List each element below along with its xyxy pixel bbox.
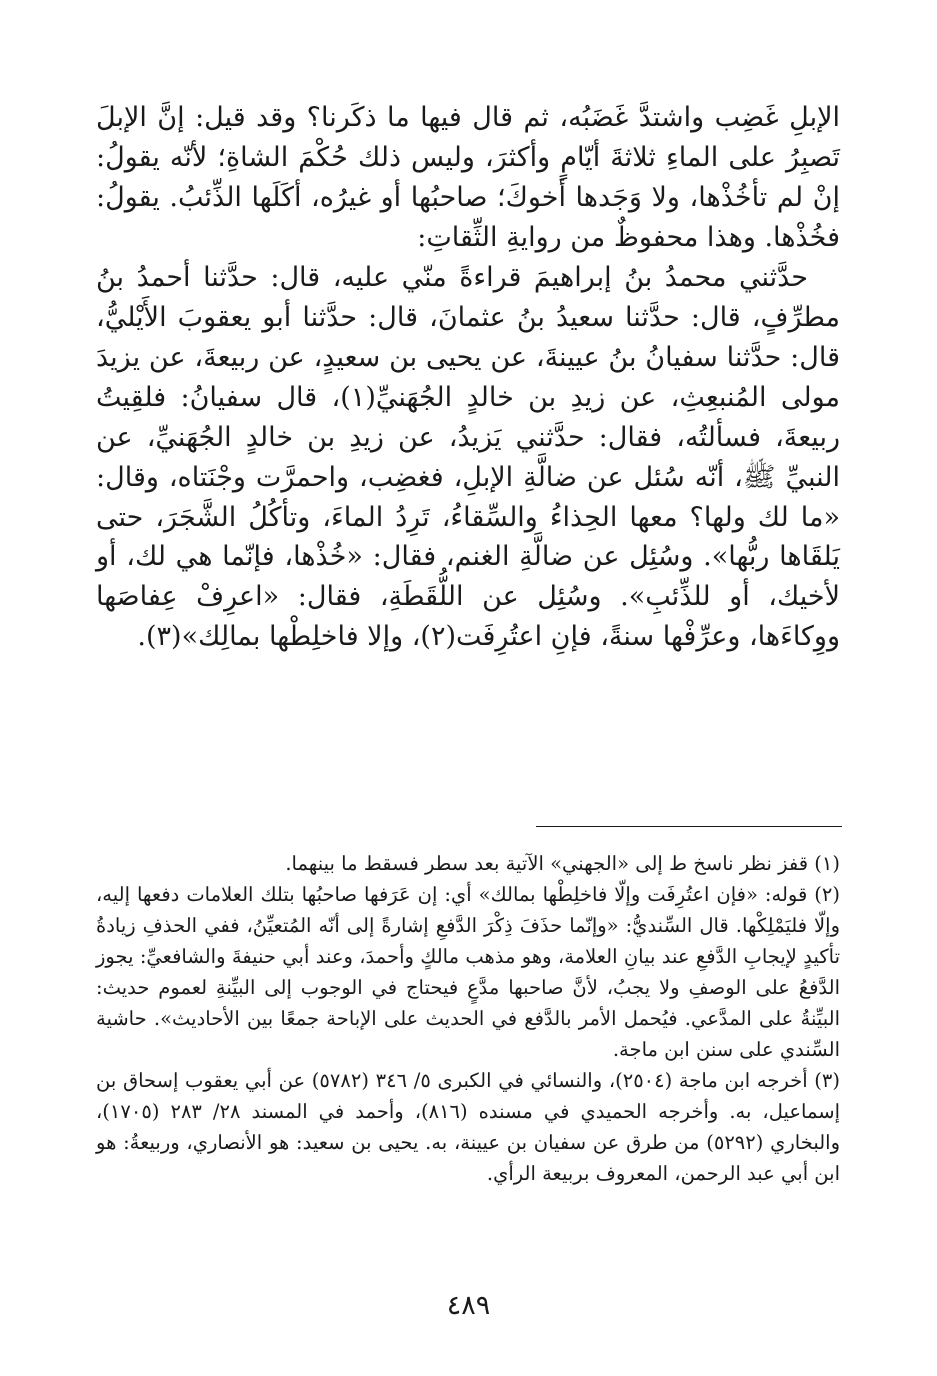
footnotes-block [96,848,840,1189]
footnote-separator [536,826,842,827]
footnote-2 [96,879,840,1065]
footnote-number: (١) [814,852,840,875]
footnote-number: (٣) [814,1069,840,1092]
footnote-number: (٢) [814,883,840,906]
main-text-block [96,98,840,657]
footnote-text: أخرجه ابن ماجة (٢٥٠٤)، والنسائي في الكبرى ٥/ ٣٤٦ (٥٧٨٢) عن أبي يعقوب إسحاق بن إسماعيل، به. وأخرجه الحميدي في مسنده (٨١٦)، وأحمد في المسند ٢٨/ ٢٨٣ (١٧٠٥)، والبخاري (٥٢٩٢) من طرق عن سفيان بن عيينة، به. يحيى بن سعيد: هو الأنصاري، وربيعةُ: هو ابن أبي عبد الرحمن، المعروف بربيعة الرأي. [96,1069,840,1185]
footnote-text: قفز نظر ناسخ ط إلى «الجهني» الآتية بعد سطر فسقط ما بينهما. [285,852,809,875]
page-number: ٤٨٩ [446,1290,491,1321]
footnote-3 [96,1065,840,1189]
paragraph-1: الإبلِ غَضِب واشتدَّ غَضَبُه، ثم قال فيها ما ذكَرنا؟ وقد قيل: إنَّ الإبلَ تَصبِرُ على الماءِ ثلاثةَ أيّامٍ وأكثرَ، وليس ذلك حُكْمَ الشاةِ؛ لأنّه يقولُ: إنْ لم تأخُذْها، ولا وَجَدها أخوكَ؛ صاحبُها أو غيرُه، أكَلَها الذِّئبُ. يقولُ: فخُذْها. وهذا محفوظٌ من روايةِ الثِّقاتِ: [96,102,840,253]
paragraph-2: حدَّثني محمدُ بنُ إبراهيمَ قراءةً منّي عليه، قال: حدَّثنا أحمدُ بنُ مطرِّفٍ، قال: حدَّثنا سعيدُ بنُ عثمانَ، قال: حدَّثنا أبو يعقوبَ الأَيْليُّ، قال: حدَّثنا سفيانُ بنُ عيينةَ، عن يحيى بن سعيدٍ، عن ربيعةَ، عن يزيدَ مولى المُنبعِثِ، عن زيدِ بن خالدٍ الجُهَنيِّ(١)، قال سفيانُ: فلقِيتُ ربيعةَ، فسألتُه، فقال: حدَّثني يَزيدُ، عن زيدِ بن خالدٍ الجُهَنيِّ، عن النبيِّ ﷺ، أنّه سُئل عن ضالَّةِ الإبلِ، فغضِب، واحمرَّت وجْنَتاه، وقال: «ما لك ولها؟ معها الحِذاءُ والسِّقاءُ، تَرِدُ الماءَ، وتأكُلُ الشَّجَرَ، حتى يَلقَاها ربُّها». وسُئِل عن ضالَّةِ الغنم، فقال: «خُذْها، فإنّما هي لك، أو لأخيك، أو للذِّئبِ». وسُئِل عن اللُّقَطَةِ، فقال: «اعرِفْ عِفاصَها ووِكاءَها، وعرِّفْها سنةً، فإنِ اعتُرِفَت(٢)، وإلا فاخلِطْها بمالِك»(٣). [96,261,840,653]
footnote-1 [96,848,840,879]
footnote-text: قوله: «فإن اعتُرِفَت وإلّا فاخلِطْها بمالك» أي: إن عَرَفها صاحبُها بتلك العلامات دفعها إليه، وإلّا فليَمْلِكْها. قال السِّنديُّ: «وإنّما حذَفَ ذِكْرَ الدَّفعِ إشارةً إلى أنّه المُتعيِّنُ، ففي الحذفِ زيادةُ تأكيدٍ لإيجابِ الدَّفعِ عند بيانِ العلامة، وهو مذهب مالكٍ وأحمدَ، وعند أبي حنيفةَ والشافعيِّ: يجوز الدَّفعُ على الوصفِ ولا يجبُ، لأنَّ صاحبها مدَّعٍ فيحتاج في الوجوب إلى البيِّنةِ لعموم حديث: البيِّنةُ على المدَّعي. فيُحمل الأمر بالدَّفع في الحديث على الإباحة جمعًا بين الأحاديث». حاشية السِّندي على سنن ابن ماجة. [96,883,840,1061]
